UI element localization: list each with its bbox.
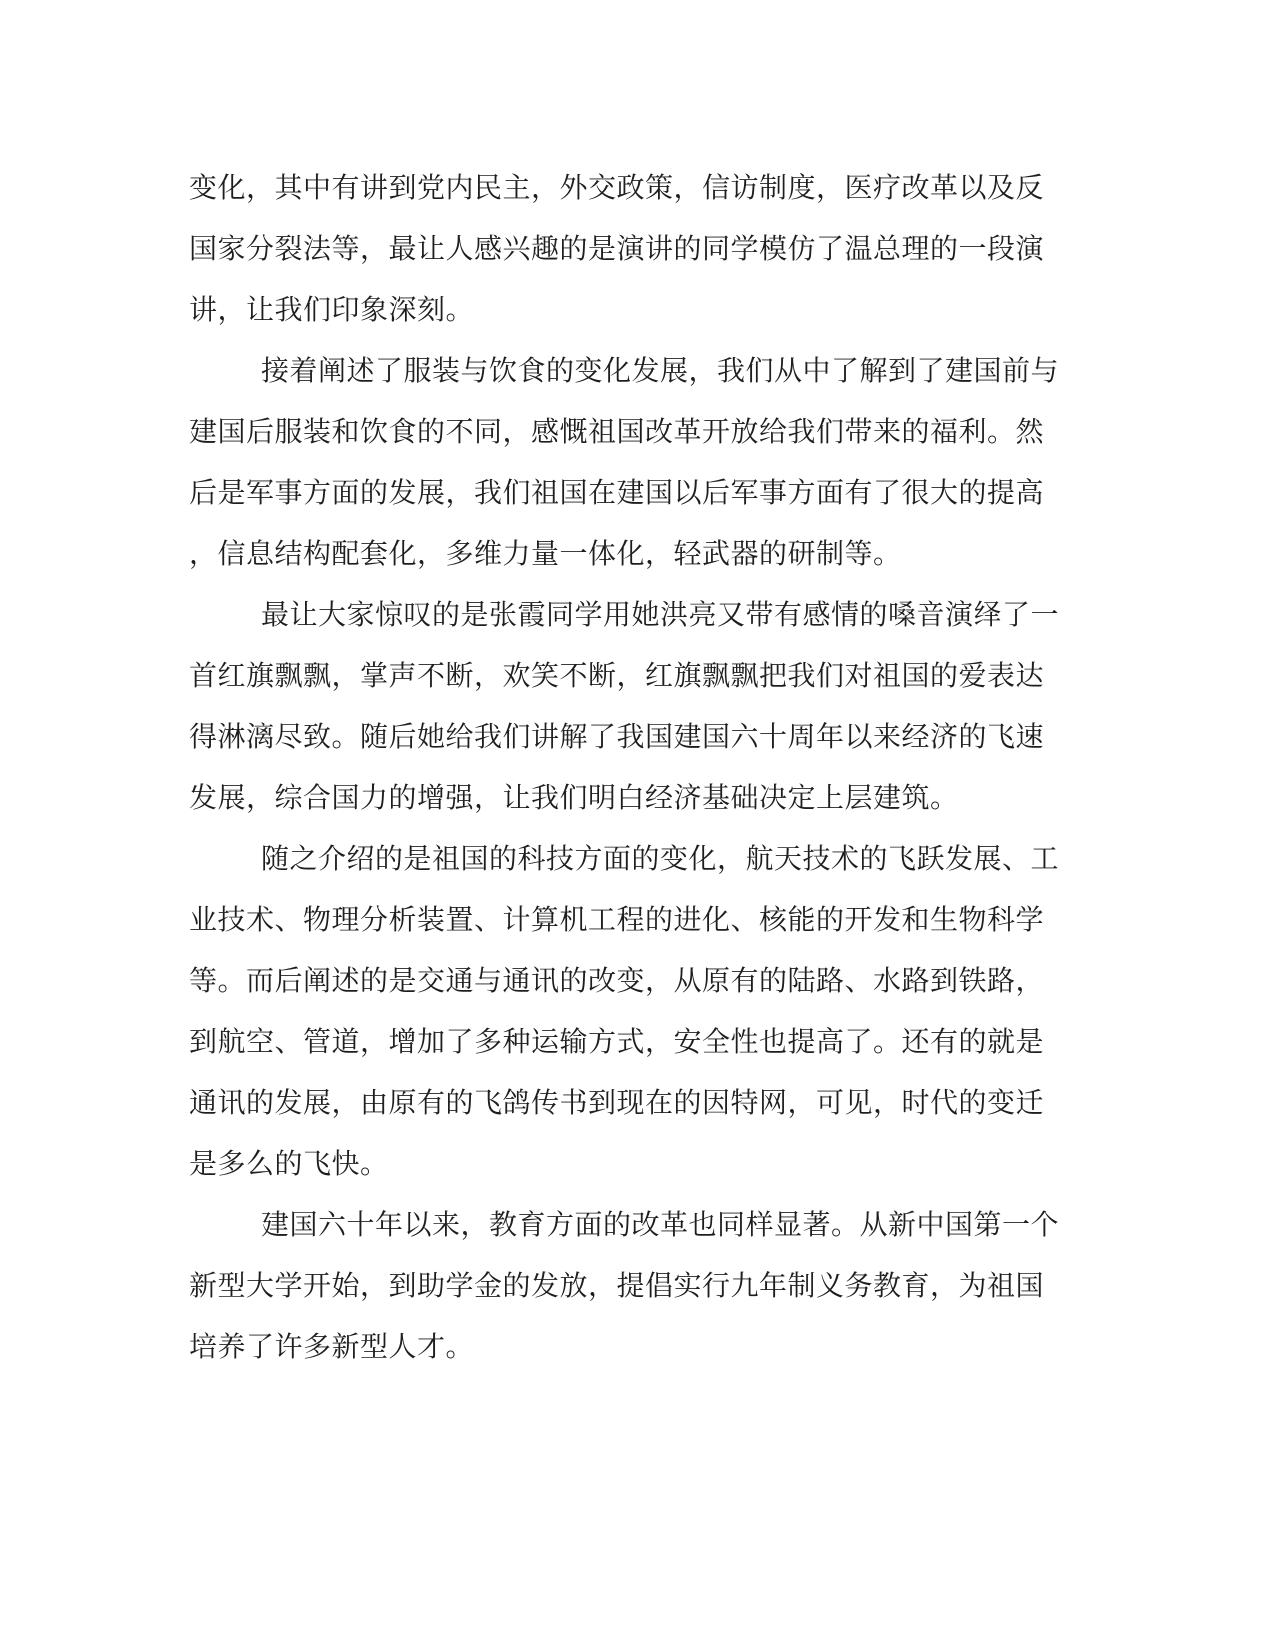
paragraph [189, 584, 1089, 828]
paragraph [189, 157, 1089, 340]
text-line: ，信息结构配套化，多维力量一体化，轻武器的研制等。 [189, 537, 902, 570]
text-line: 首红旗飘飘，掌声不断，欢笑不断，红旗飘飘把我们对祖国的爱表达 [189, 659, 1045, 692]
text-line: 是多么的飞快。 [189, 1147, 389, 1180]
paragraph [189, 340, 1089, 584]
text-line: 发展，综合国力的增强，让我们明白经济基础决定上层建筑。 [189, 781, 959, 814]
paragraph [189, 828, 1089, 1194]
text-line: 接着阐述了服装与饮食的变化发展，我们从中了解到了建国前与 [261, 354, 1060, 387]
text-line: 后是军事方面的发展，我们祖国在建国以后军事方面有了很大的提高 [189, 476, 1045, 509]
text-line: 培养了许多新型人才。 [189, 1330, 475, 1363]
text-line: 业技术、物理分析装置、计算机工程的进化、核能的开发和生物科学 [189, 903, 1045, 936]
text-line: 随之介绍的是祖国的科技方面的变化，航天技术的飞跃发展、工 [261, 842, 1060, 875]
text-line: 得淋漓尽致。随后她给我们讲解了我国建国六十周年以来经济的飞速 [189, 720, 1045, 753]
text-line: 建国后服装和饮食的不同，感慨祖国改革开放给我们带来的福利。然 [189, 415, 1045, 448]
text-line: 最让大家惊叹的是张霞同学用她洪亮又带有感情的嗓音演绎了一 [261, 598, 1060, 631]
paragraph [189, 1194, 1089, 1377]
document-body [189, 157, 1089, 1377]
text-line: 讲，让我们印象深刻。 [189, 293, 475, 326]
text-line: 到航空、管道，增加了多种运输方式，安全性也提高了。还有的就是 [189, 1025, 1045, 1058]
text-line: 建国六十年以来，教育方面的改革也同样显著。从新中国第一个 [261, 1208, 1060, 1241]
text-line: 国家分裂法等，最让人感兴趣的是演讲的同学模仿了温总理的一段演 [189, 232, 1045, 265]
text-line: 等。而后阐述的是交通与通讯的改变，从原有的陆路、水路到铁路， [189, 964, 1045, 997]
text-line: 新型大学开始，到助学金的发放，提倡实行九年制义务教育，为祖国 [189, 1269, 1045, 1302]
text-line: 通讯的发展，由原有的飞鸽传书到现在的因特网，可见，时代的变迁 [189, 1086, 1045, 1119]
text-line: 变化，其中有讲到党内民主，外交政策，信访制度，医疗改革以及反 [189, 171, 1045, 204]
